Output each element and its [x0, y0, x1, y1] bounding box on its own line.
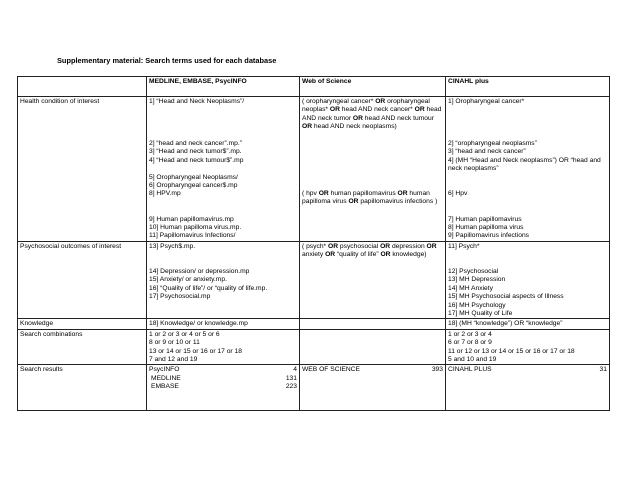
- combo-line: 7 and 12 and 19: [149, 356, 198, 364]
- result-medline: MEDLINE 131: [151, 374, 297, 382]
- term-line: 6] Oropharyngeal cancer$.mp: [149, 181, 238, 189]
- combo-line: 5 and 10 and 19: [448, 356, 497, 364]
- cinahl-cell: 18] (MH “knowledge”) OR “knowledge”: [446, 319, 610, 329]
- combo-line: 1 or 2 or 3 or 4: [448, 330, 492, 338]
- medline-cell: [147, 241, 300, 319]
- term-line: 10] Human papilloma virus.mp.: [149, 223, 242, 231]
- row-label: Health condition of interest: [18, 97, 147, 242]
- term-line: 13] Psych$.mp.: [149, 242, 196, 250]
- header-web-of-science: Web of Science: [300, 77, 446, 97]
- wos-cell: [300, 365, 446, 411]
- cinahl-cell: [446, 365, 610, 411]
- medline-cell: [147, 365, 300, 411]
- medline-cell: [147, 329, 300, 365]
- result-embase: EMBASE 223: [151, 383, 297, 391]
- search-terms-table: [17, 76, 610, 411]
- combo-line: 13 or 14 or 15 or 16 or 17 or 18: [149, 347, 242, 355]
- result-cinahl: CINAHL PLUS 31: [448, 366, 607, 374]
- term-line: 8] HPV.mp: [149, 190, 181, 198]
- term-line: 17] MH Quality of Life: [448, 310, 513, 318]
- cinahl-cell: [446, 97, 610, 242]
- cinahl-cell: [446, 241, 610, 319]
- term-line: 16] MH Psychology: [448, 301, 506, 309]
- term-line: 2] “oropharyngeal neoplasms”: [448, 139, 537, 147]
- term-line: 1] “Head and Neck Neoplasms”/: [149, 98, 245, 105]
- term-line: 11] Papillomavirus Infections/: [149, 232, 236, 240]
- row-search-combinations: [18, 329, 610, 365]
- wos-query-hpv: ( hpv OR human papillomavirus OR human papilloma virus OR papillomavirus infections ): [302, 189, 438, 206]
- row-label: Knowledge: [18, 319, 147, 329]
- combo-line: 1 or 2 or 3 or 4 or 5 or 6: [149, 330, 220, 338]
- term-line: 3] “head and neck cancer”: [448, 148, 526, 156]
- document-title: Supplementary material: Search terms used for each database: [57, 56, 277, 65]
- term-line: 15] Anxiety/ or anxiety.mp.: [149, 276, 227, 284]
- term-line: 1] Oropharyngeal cancer*: [448, 98, 525, 105]
- row-knowledge: [18, 319, 610, 329]
- wos-cell: [300, 97, 446, 242]
- term-line: 13] MH Depression: [448, 276, 506, 284]
- result-psycinfo: PsycINFO 4: [149, 366, 297, 374]
- header-cinahl: CINAHL plus: [446, 77, 610, 97]
- term-line: 14] Depression/ or depression.mp: [149, 267, 250, 275]
- wos-cell: [300, 319, 446, 329]
- header-row: [18, 77, 610, 97]
- term-line: 4] “Head and neck tumour$”.mp: [149, 156, 244, 164]
- term-line: 16] “Quality of life”/ or “quality of life.mp.: [149, 284, 268, 292]
- term-line: 12] Psychosocial: [448, 267, 499, 275]
- combo-line: 11 or 12 or 13 or 14 or 15 or 16 or 17 or 18: [448, 347, 575, 355]
- term-line: 17] Psychosocial.mp: [149, 293, 211, 301]
- term-line: 14] MH Anxiety: [448, 284, 493, 292]
- term-line: 3] “Head and neck tumor$”.mp.: [149, 148, 242, 156]
- term-line: 7] Human papillomavirus: [448, 215, 522, 223]
- header-empty-cell: [18, 77, 147, 97]
- row-psychosocial: [18, 241, 610, 319]
- combo-line: 8 or 9 or 10 or 11: [149, 339, 200, 347]
- term-line: 9] Human papillomavirus.mp: [149, 215, 234, 223]
- term-line: 15] MH Psychosocial aspects of Illness: [448, 293, 564, 301]
- term-line: 8] Human papilloma virus: [448, 223, 524, 231]
- term-line: 5] Oropharyngeal Neoplasms/: [149, 173, 238, 181]
- row-label: Search results: [18, 365, 147, 411]
- term-line: 2] “head and neck cancer”.mp.”: [149, 139, 242, 147]
- wos-cell: [300, 329, 446, 365]
- term-line: 4] (MH “Head and Neck neoplasms”) OR “head and neck neoplasms”: [448, 156, 601, 173]
- row-health-condition: [18, 97, 610, 242]
- row-label: Psychosocial outcomes of interest: [18, 241, 147, 319]
- result-web-of-science: WEB OF SCIENCE 393: [302, 366, 443, 374]
- header-medline: MEDLINE, EMBASE, PsycINFO: [147, 77, 300, 97]
- row-search-results: [18, 365, 610, 411]
- medline-cell: 18] Knowledge/ or knowledge.mp: [147, 319, 300, 329]
- term-line: 6] Hpv: [448, 190, 468, 198]
- term-line: 11] Psych*: [448, 242, 480, 250]
- row-label: Search combinations: [18, 329, 147, 365]
- wos-query-psychosocial: ( psych* OR psychosocial OR depression OR anxiety OR “quality of life” OR knowledge): [302, 242, 437, 259]
- medline-cell: [147, 97, 300, 242]
- term-line: 9] Papillomavirus infections: [448, 232, 530, 240]
- combo-line: 6 or 7 or 8 or 9: [448, 339, 492, 347]
- wos-cell: [300, 241, 446, 319]
- cinahl-cell: [446, 329, 610, 365]
- wos-query-oropharyngeal: ( oropharyngeal cancer* OR oropharyngeal neoplas* OR head AND neck cancer* OR head AND neck tumor OR head AND neck tumour OR head AND neck neoplasms): [302, 98, 442, 131]
